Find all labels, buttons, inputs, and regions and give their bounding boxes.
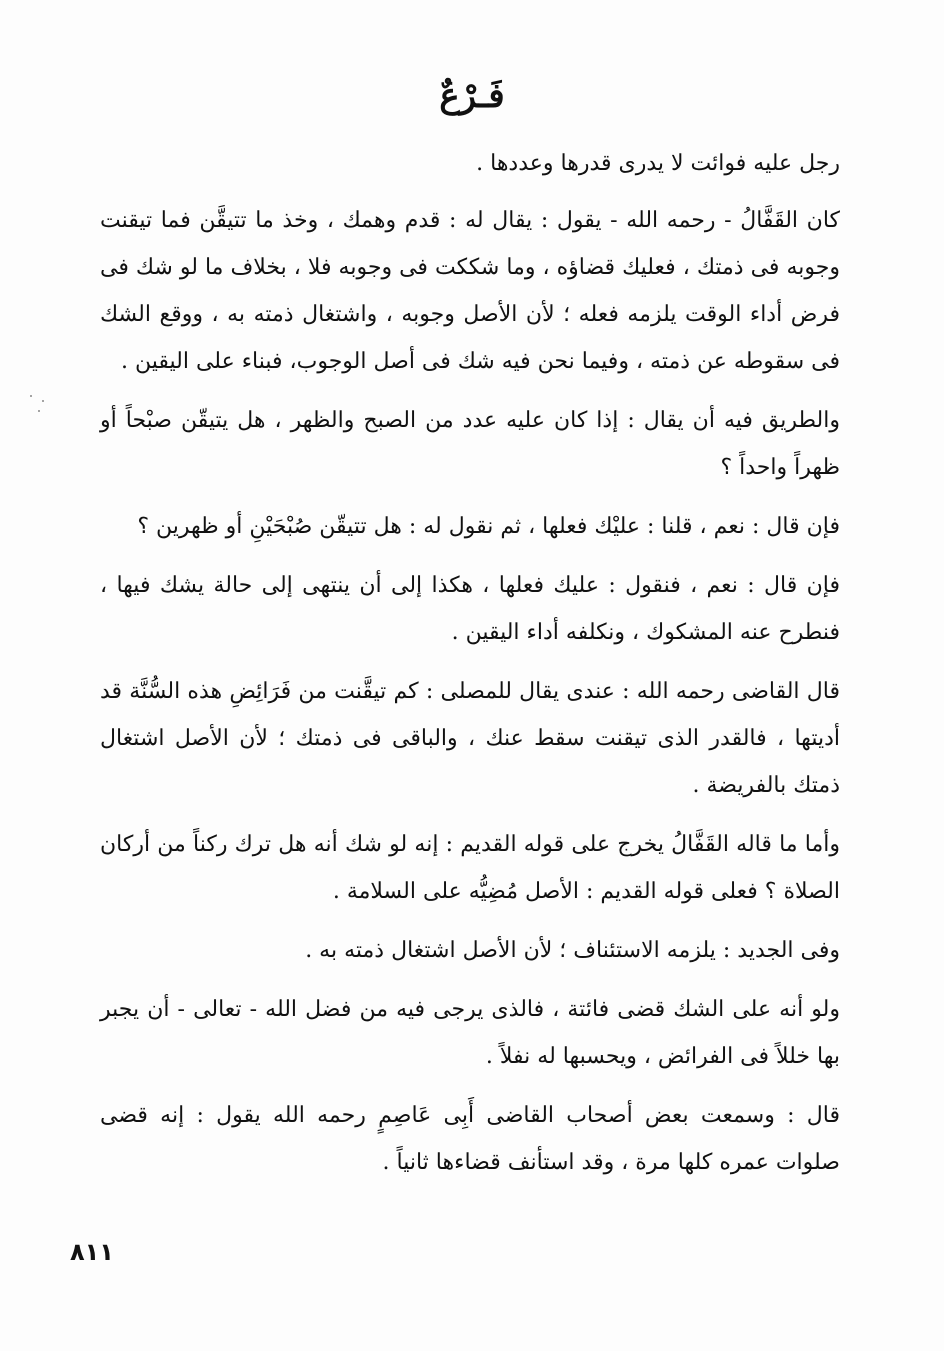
paragraph-6: قال القاضى رحمه الله : عندى يقال للمصلى : كم تيقَّنت من فَرَائِضِ هذه السُّنَّة قد أديتها ، فالقدر الذى تيقنت سقط عنك ، والباقى فى ذمتك ؛ لأن الأصل اشتغال ذمتك بالفريضة . [100, 679, 840, 798]
paragraph-2: كان القَفَّالُ - رحمه الله - يقول : يقال له : قدم وهمك ، وخذ ما تتيقَّن فما تيقنت وجوبه فى ذمتك ، فعليك قضاؤه ، وما شككت فى وجوبه فلا ، بخلاف ما لو شك فى فرض أداء الوقت يلزمه فعله ؛ لأن الأصل وجوبه ، واشتغال ذمته به ، ووقع الشك فى سقوطه عن ذمته ، وفيما نحن فيه شك فى أصل الوجوب، فبناء على اليقين . [100, 208, 840, 374]
paragraph-10: قال : وسمعت بعض أصحاب القاضى أَبِى عَاصِمٍ رحمه الله يقول : إنه قضى صلوات عمره كلها مرة ، وقد استأنف قضاءها ثانياً . [100, 1103, 840, 1175]
paragraph-9: ولو أنه على الشك قضى فائتة ، فالذى يرجى فيه من فضل الله - تعالى - أن يجبر بها خللاً فى الفرائض ، ويحسبها له نفلاً . [100, 997, 840, 1069]
paragraph-5: فإن قال : نعم ، فنقول : عليك فعلها ، هكذا إلى أن ينتهى إلى حالة يشك فيها ، فنطرح عنه المشكوك ، ونكلفه أداء اليقين . [100, 573, 840, 645]
paragraph-7: وأما ما قاله القَفَّالُ يخرج على قوله القديم : إنه لو شك أنه هل ترك ركناً من أركان الصلاة ؟ فعلى قوله القديم : الأصل مُضِيُّه على السلامة . [100, 832, 840, 904]
paragraph-4: فإن قال : نعم ، قلنا : عليْك فعلها ، ثم نقول له : هل تتيقّن صُبْحَيْنِ أو ظهرين ؟ [137, 514, 840, 539]
scan-speck [30, 395, 32, 397]
page-number: ٨١١ [70, 1238, 114, 1266]
scan-speck [42, 400, 44, 402]
section-heading: فَـرْعٌ [439, 76, 505, 116]
paragraph-8: وفى الجديد : يلزمه الاستئناف ؛ لأن الأصل اشتغال ذمته به . [305, 938, 840, 963]
paragraph-1: رجل عليه فوائت لا يدرى قدرها وعددها . [476, 151, 840, 176]
body-text [100, 140, 840, 1198]
scan-speck [38, 410, 40, 412]
paragraph-3: والطريق فيه أن يقال : إذا كان عليه عدد من الصبح والظهر ، هل يتيقّن صبْحاً أو ظهراً واحداً ؟ [100, 408, 840, 480]
